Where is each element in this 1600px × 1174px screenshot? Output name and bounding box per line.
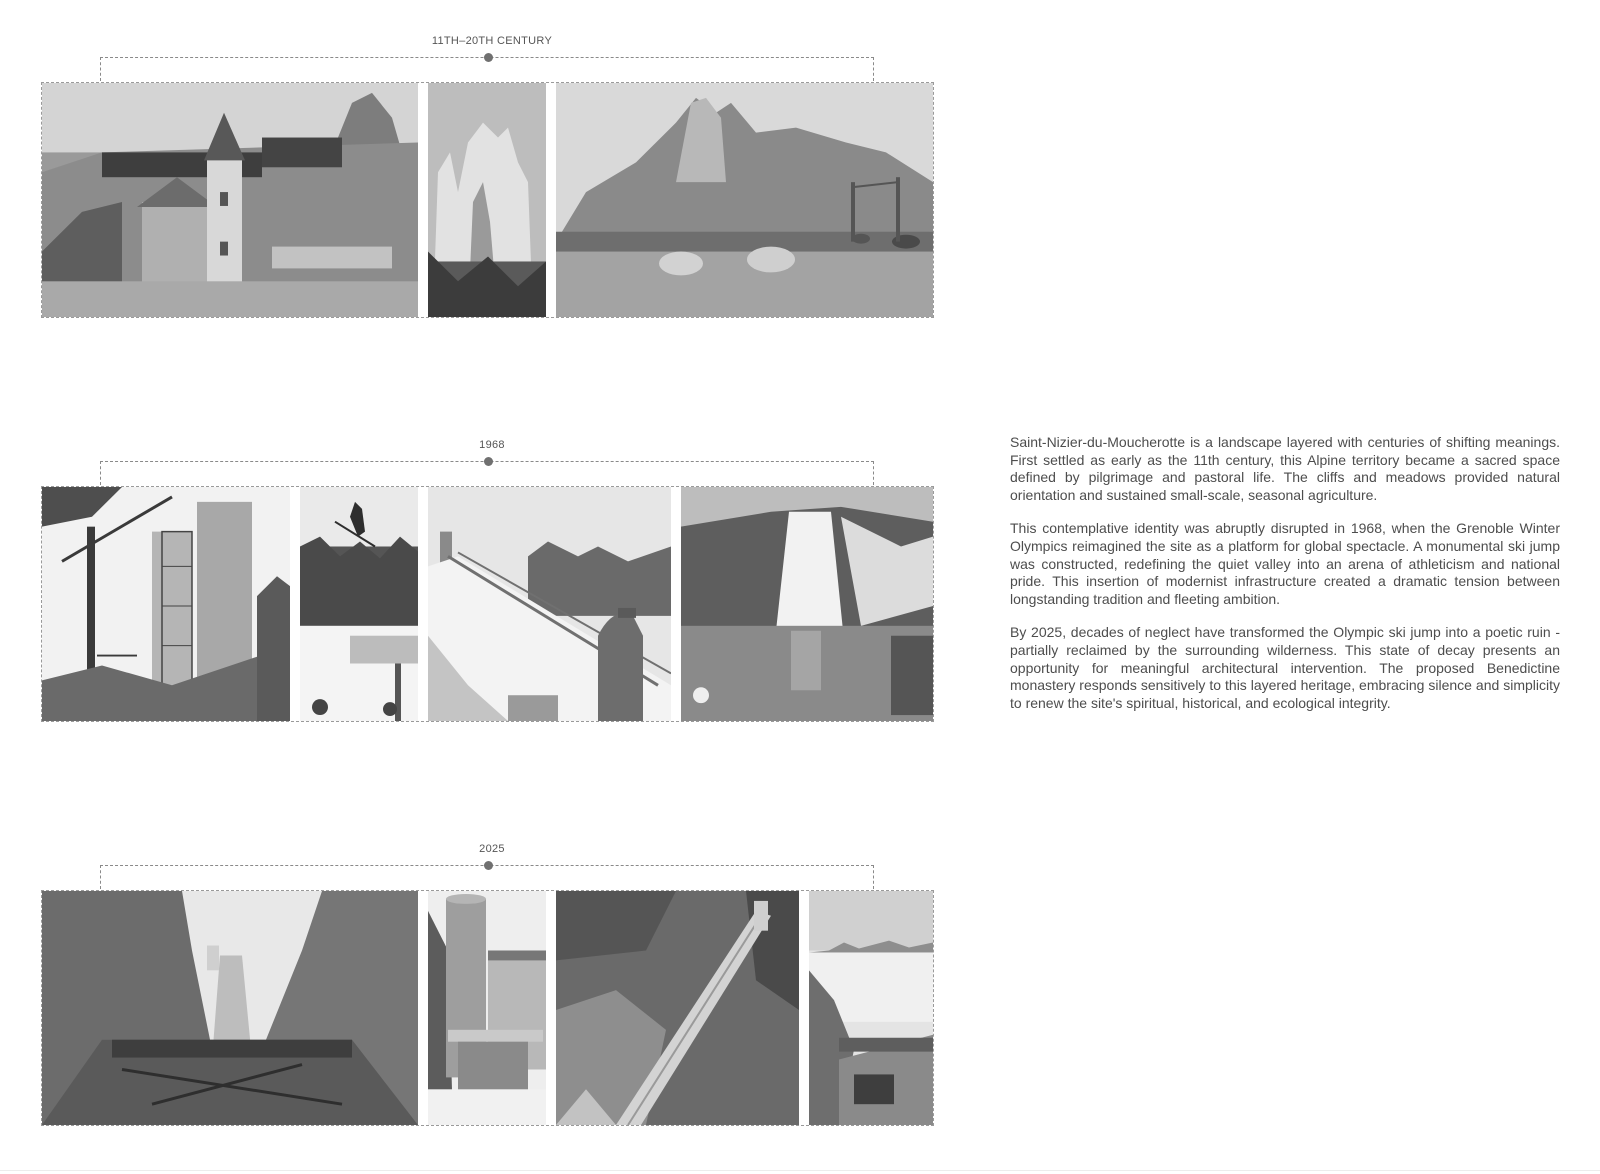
period-label: 1968 (479, 439, 505, 451)
chapel-icon (42, 83, 418, 317)
timeline-dot (484, 457, 493, 466)
timeline-period-medieval (0, 30, 950, 350)
photo-strip (41, 486, 934, 722)
ski-jump-ramp-icon (428, 487, 671, 721)
page-bottom-rule (0, 1170, 1600, 1171)
period-label: 11TH–20TH CENTURY (431, 35, 553, 47)
ruined-ramp-icon (42, 891, 418, 1125)
ski-jumper-icon (300, 487, 418, 721)
timeline-period-2025 (0, 838, 950, 1158)
photo-ski-ramp (428, 487, 671, 721)
photo-cows-meadow (556, 83, 933, 317)
narrative-text (1010, 434, 1560, 728)
timeline-period-1968 (0, 434, 950, 754)
stadium-crowd-icon (681, 487, 933, 721)
photo-stadium (681, 487, 933, 721)
photo-ski-jumper (300, 487, 418, 721)
rock-spires-icon (428, 83, 546, 317)
photo-strip (41, 82, 934, 318)
photo-ruined-ramp (42, 891, 418, 1125)
photo-aerial-forest (556, 891, 799, 1125)
period-label: 2025 (479, 843, 505, 855)
construction-crane-icon (42, 487, 290, 721)
photo-chapel (42, 83, 418, 317)
paragraph-history: Saint-Nizier-du-Moucherotte is a landscape layered with centuries of shifting meanings. First settled as early as the 11th century, this Alpine territory became a sacred space defined by pilgrimage and pastoral life. The cliffs and meadows provided natural orientation and sustained small-scale, seasonal agriculture. (1010, 434, 1560, 503)
photo-concrete-tower (428, 891, 546, 1125)
timeline-dot (484, 53, 493, 62)
paragraph-olympics: This contemplative identity was abruptly disrupted in 1968, when the Grenoble Winter Olympics reimagined the site as a platform for global spectacle. A monumental ski jump was constructed, redefining the quiet valley into an arena of athleticism and national pride. This insertion of modernist infrastructure created a dramatic tension between longstanding tradition and fleeting ambition. (1010, 520, 1560, 607)
cows-meadow-icon (556, 83, 933, 317)
aerial-forest-icon (556, 891, 799, 1125)
photo-misty-valley (809, 891, 933, 1125)
misty-valley-icon (809, 891, 933, 1125)
paragraph-ruin: By 2025, decades of neglect have transformed the Olympic ski jump into a poetic ruin - partially reclaimed by the surrounding wilderness. This state of decay presents an opportunity for meaningful architectural intervention. The proposed Benedictine monastery responds sensitively to this layered heritage, embracing silence and simplicity to renew the site's spiritual, historical, and ecological integrity. (1010, 624, 1560, 711)
concrete-tower-icon (428, 891, 546, 1125)
timeline-dot (484, 861, 493, 870)
photo-rock-spires (428, 83, 546, 317)
photo-strip (41, 890, 934, 1126)
photo-construction (42, 487, 290, 721)
